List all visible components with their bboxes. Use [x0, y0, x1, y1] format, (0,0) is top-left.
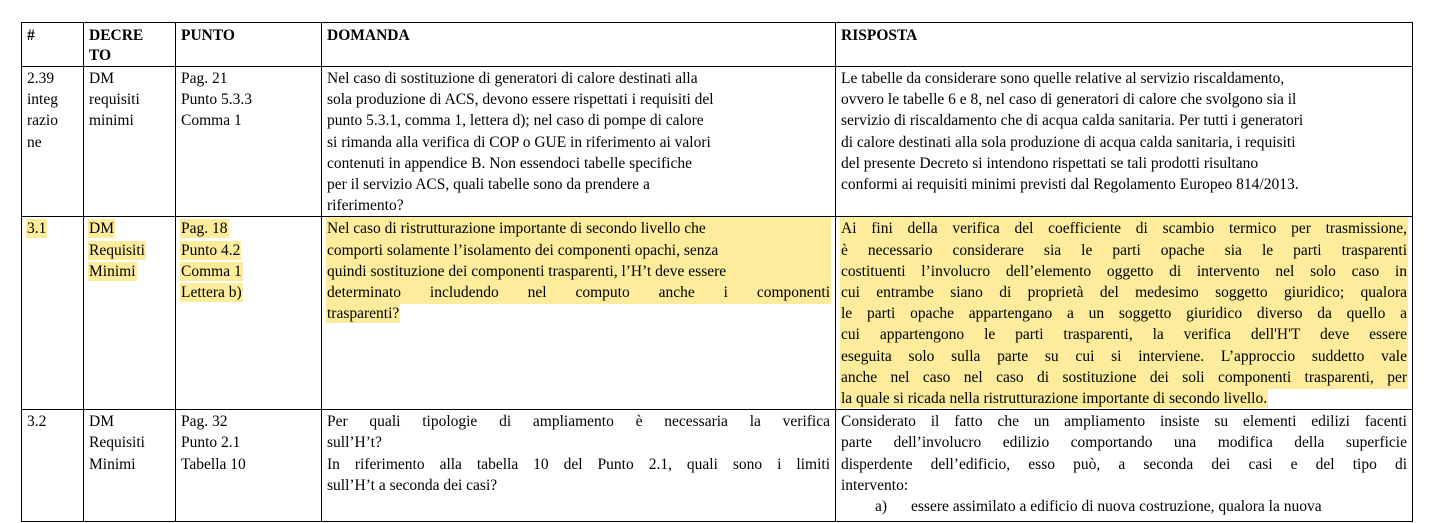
cell-line: Requisiti — [89, 241, 145, 259]
cell-line: 2.39 — [27, 70, 55, 87]
cell-risposta — [836, 217, 1413, 410]
cell-line: Comma 1 — [181, 262, 242, 280]
list-marker: a) — [875, 498, 888, 516]
cell-line: ovvero le tabelle 6 e 8, nel caso di generatori di calore che svolgono sia il — [841, 91, 1297, 109]
table-row — [22, 217, 1413, 410]
cell-line: DM — [89, 413, 114, 431]
cell-line: Requisiti — [89, 434, 145, 452]
cell-line: Nel caso di sostituzione di generatori di calore destinati alla — [327, 70, 698, 87]
cell-line: Pag. 21 — [181, 70, 228, 87]
cell-line: DM — [89, 220, 114, 238]
cell-line: quindi sostituzione dei componenti trasparenti, l’H’t deve essere — [327, 261, 830, 282]
cell-line: Punto 5.3.3 — [181, 91, 253, 109]
cell-line: 3.2 — [27, 413, 47, 431]
cell-line: Pag. 18 — [181, 220, 228, 238]
table-row — [22, 67, 1413, 217]
header-num: # — [22, 23, 84, 67]
cell-line: Nel caso di ristrutturazione importante di secondo livello che — [327, 218, 830, 239]
cell-line: Punto 4.2 — [181, 241, 241, 259]
cell-num — [22, 410, 84, 522]
cell-line: Tabella 10 — [181, 455, 246, 473]
cell-domanda — [322, 410, 836, 522]
cell-line: requisiti — [89, 91, 140, 109]
cell-line: di calore destinati alla sola produzione di acqua calda sanitaria, i requisiti — [841, 133, 1296, 151]
cell-line: Minimi — [89, 262, 136, 280]
cell-domanda — [322, 67, 836, 217]
header-domanda: DOMANDA — [322, 23, 836, 67]
cell-line: Le tabelle da considerare sono quelle relative al servizio riscaldamento, — [841, 70, 1285, 87]
header-punto: PUNTO — [176, 23, 322, 67]
cell-line: la quale si ricada nella ristrutturazione importante di secondo livello. — [841, 390, 1268, 408]
cell-line: sull’H’t a seconda dei casi? — [327, 476, 498, 494]
cell-line: parte dell’involucro edilizio comportando una modifica della superficie — [841, 434, 1407, 452]
cell-line: determinato includendo nel computo anche i componenti — [327, 282, 830, 303]
cell-line: del presente Decreto si intendono rispettati se tali prodotti risultano — [841, 154, 1259, 172]
cell-line: minimi — [89, 112, 134, 130]
header-row — [22, 23, 1413, 67]
cell-num — [22, 217, 84, 410]
cell-line: 3.1 — [27, 220, 47, 238]
cell-line: conformi ai requisiti minimi previsti dal Regolamento Europeo 814/2013. — [841, 176, 1299, 194]
cell-line: comporti solamente l’isolamento dei componenti opachi, senza — [327, 240, 830, 261]
cell-line: sola produzione di ACS, devono essere rispettati i requisiti del — [327, 91, 714, 109]
cell-decreto — [84, 67, 176, 217]
cell-decreto — [84, 410, 176, 522]
cell-line: Lettera b) — [181, 284, 242, 302]
cell-line: eseguita solo sulla parte su cui si interviene. L’approccio suddetto vale — [841, 346, 1407, 367]
cell-line: Punto 2.1 — [181, 434, 241, 452]
cell-punto — [176, 217, 322, 410]
cell-line: sull’H’t? — [327, 434, 382, 452]
cell-line: cui appartengono le parti trasparenti, la verifica dell'H'T deve essere — [841, 324, 1407, 345]
cell-line: punto 5.3.1, comma 1, lettera d); nel caso di pompe di calore — [327, 112, 704, 130]
cell-line: DM — [89, 70, 114, 87]
cell-line: integ — [27, 91, 58, 109]
cell-line: In riferimento alla tabella 10 del Punto 2.1, quali sono i limiti — [327, 455, 830, 473]
cell-line: per il servizio ACS, quali tabelle sono da prendere a — [327, 176, 650, 194]
cell-line: disperdente dell’edificio, esso può, a seconda dei casi e del tipo di — [841, 455, 1407, 473]
cell-line: Pag. 32 — [181, 413, 228, 431]
header-decreto-line: DECRE — [89, 27, 144, 44]
cell-punto — [176, 410, 322, 522]
cell-line: Per quali tipologie di ampliamento è necessaria la verifica — [327, 413, 830, 431]
list-item-text: essere assimilato a edificio di nuova costruzione, qualora la nuova — [911, 498, 1322, 516]
cell-line: razio — [27, 112, 58, 130]
cell-line: ne — [27, 133, 42, 151]
cell-line: Considerato il fatto che un ampliamento insiste su elementi edilizi facenti — [841, 413, 1407, 431]
cell-risposta — [836, 67, 1413, 217]
cell-line-wrap — [841, 388, 1407, 409]
header-risposta: RISPOSTA — [836, 23, 1413, 67]
cell-line: Minimi — [89, 455, 136, 473]
cell-punto — [176, 67, 322, 217]
table-row — [22, 410, 1413, 522]
cell-line: trasparenti? — [327, 305, 400, 323]
cell-line: le parti opache appartengano a un soggetto giuridico diverso da quello a — [841, 303, 1407, 324]
cell-decreto — [84, 217, 176, 410]
cell-line: Comma 1 — [181, 112, 242, 130]
cell-line: si rimanda alla verifica di COP o GUE in riferimento ai valori — [327, 133, 711, 151]
cell-line: contenuti in appendice B. Non essendoci tabelle specifiche — [327, 154, 692, 172]
cell-line: intervento: — [841, 476, 909, 494]
header-decreto — [84, 23, 176, 67]
header-decreto-line: TO — [89, 47, 112, 64]
cell-line: cui entrambe siano di proprietà del medesimo soggetto giuridico; qualora — [841, 282, 1407, 303]
faq-table — [21, 22, 1413, 522]
cell-line: costituenti l’involucro dell’elemento oggetto di intervento nel solo caso in — [841, 261, 1407, 282]
cell-line: servizio di riscaldamento che di acqua calda sanitaria. Per tutti i generatori — [841, 112, 1304, 130]
cell-domanda — [322, 217, 836, 410]
cell-num — [22, 67, 84, 217]
cell-line: riferimento? — [327, 197, 404, 215]
cell-risposta — [836, 410, 1413, 522]
list-item — [841, 496, 1407, 517]
cell-line-wrap — [327, 303, 830, 324]
cell-line: è necessario considerare sia le parti opache sia le parti trasparenti — [841, 240, 1407, 261]
cell-line: Ai fini della verifica del coefficiente di scambio termico per trasmissione, — [841, 218, 1407, 239]
cell-line: anche nel caso nel caso di sostituzione dei soli componenti trasparenti, per — [841, 367, 1407, 388]
